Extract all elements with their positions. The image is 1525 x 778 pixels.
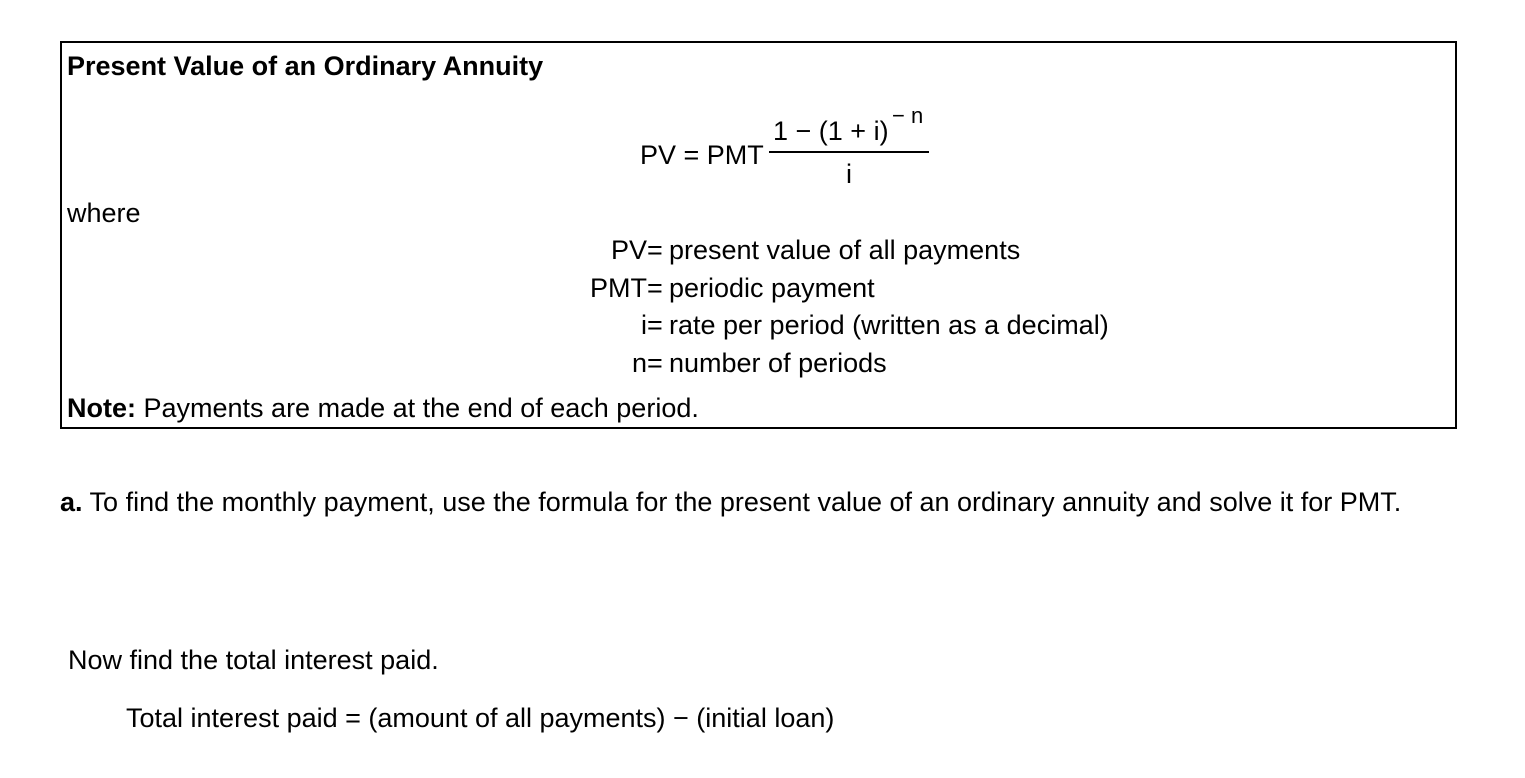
box-title: Present Value of an Ordinary Annuity — [67, 51, 544, 81]
definition-text: rate per period (written as a decimal) — [669, 310, 1109, 340]
definition-row — [462, 348, 1162, 386]
definition-equals: = — [647, 310, 663, 340]
formula-lhs: PV = PMT — [640, 140, 764, 170]
definition-text: number of periods — [669, 347, 887, 378]
definition-text: present value of all payments — [669, 235, 1021, 265]
definition-equals: = — [647, 272, 663, 303]
definition-symbol: n — [631, 347, 647, 378]
definition-row — [462, 235, 1162, 273]
part-a-text: To find the monthly payment, use the formula for the present value of an ordinary annuity and solve it for PMT. — [82, 487, 1402, 517]
note-text: Payments are made at the end of each period. — [136, 393, 699, 423]
where-label: where — [67, 198, 141, 228]
fraction-bar — [769, 151, 929, 153]
pv-formula — [640, 105, 940, 195]
formula-denominator: i — [846, 159, 852, 189]
definition-text: periodic payment — [669, 272, 875, 303]
total-interest-formula: Total interest paid = (amount of all payments) − (initial loan) — [126, 703, 835, 733]
definition-equals: = — [647, 347, 663, 378]
definition-symbol: PMT — [590, 272, 647, 303]
note — [67, 395, 699, 422]
definition-symbol: i — [641, 310, 647, 340]
formula-box — [60, 41, 1457, 429]
variable-definitions — [462, 235, 1162, 385]
definition-symbol: PV — [610, 235, 647, 265]
formula-numerator: 1 − (1 + i) — [773, 116, 889, 146]
definition-row — [462, 310, 1162, 348]
part-a-label: a. — [60, 487, 83, 517]
note-label: Note: — [67, 393, 136, 423]
definition-row — [462, 273, 1162, 311]
definition-equals: = — [647, 235, 663, 265]
part-a-instruction — [60, 484, 1460, 521]
formula-exponent: − n — [892, 103, 924, 128]
now-find-text: Now find the total interest paid. — [68, 645, 439, 675]
